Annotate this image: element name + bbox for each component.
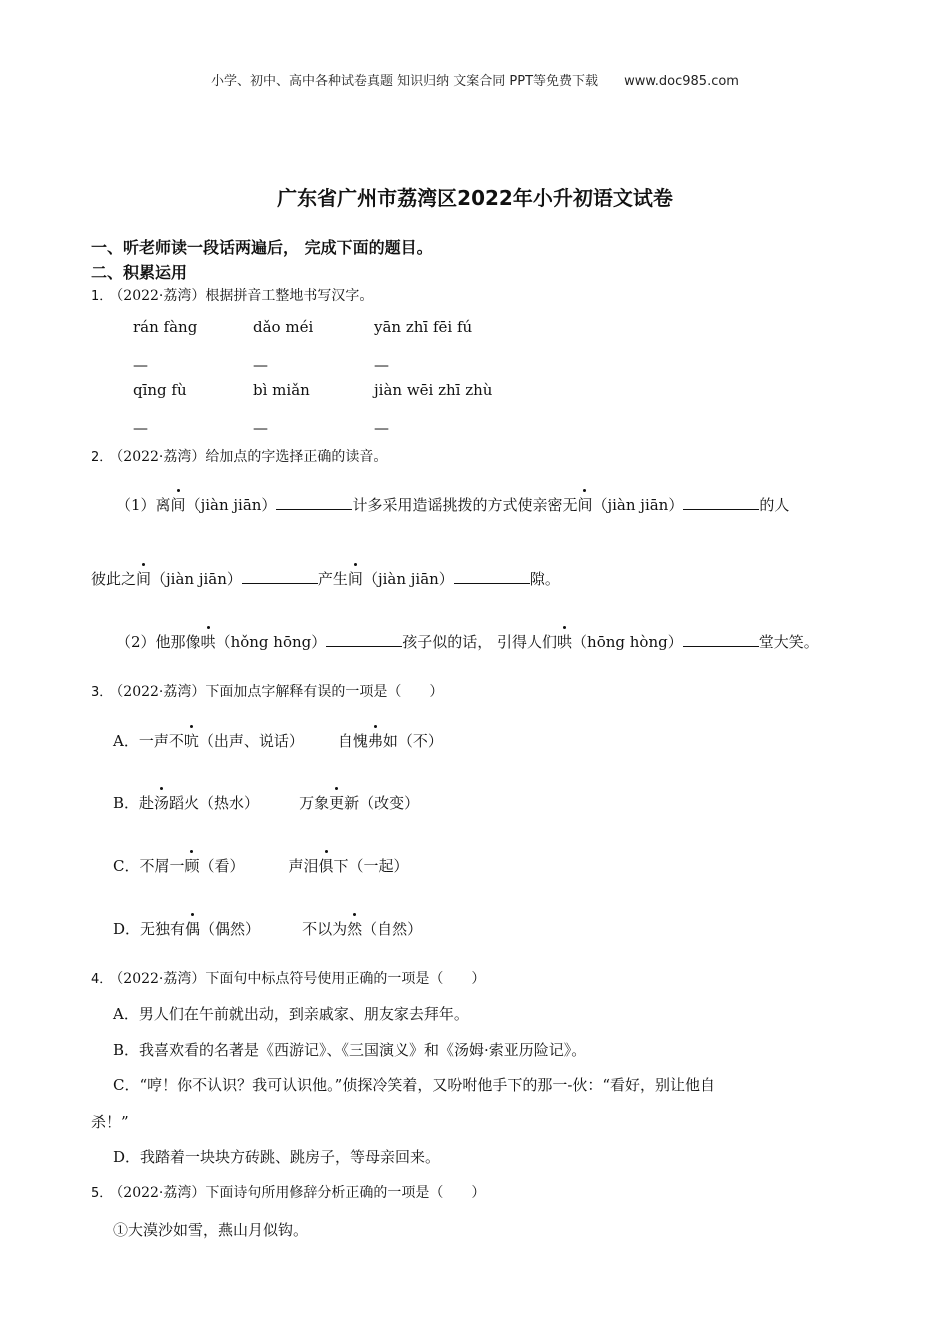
question-number: 5． — [91, 1186, 113, 1201]
question-4 — [91, 968, 485, 988]
answer-blank: — — [133, 419, 148, 437]
text-segment: 彼此之 — [91, 570, 137, 588]
text-segment: 自愧 — [337, 732, 368, 750]
dotted-char: 间 — [347, 570, 363, 588]
text-segment: 隙。 — [529, 570, 560, 588]
page-header — [0, 70, 950, 89]
text-segment: （看） — [199, 857, 245, 875]
answer-blank: — — [374, 356, 389, 374]
text-segment: 产生 — [317, 570, 348, 588]
pinyin-options: （hōng hòng） — [572, 633, 683, 651]
q4-option-a[interactable]: A．男人们在午前就出动，到亲戚家、朋友家去拜年。 — [113, 1005, 469, 1023]
text-segment: 不以为 — [302, 920, 348, 938]
text-segment: （自然） — [362, 920, 423, 938]
question-1 — [91, 285, 373, 305]
pinyin-options: （jiàn jiān） — [185, 496, 277, 514]
text-segment: 下（一起） — [333, 857, 409, 875]
q2-line-2 — [91, 568, 560, 589]
section-listening: 一、听老师读一段话两遍后， 完成下面的题目。 — [91, 238, 433, 257]
dotted-char: 顾 — [184, 857, 200, 875]
text-segment: 堂大笑。 — [758, 633, 819, 651]
dotted-char: 间 — [136, 570, 152, 588]
q3-option-a[interactable] — [113, 730, 443, 751]
text-segment: （2）他那像 — [116, 633, 201, 651]
text-segment: （出声、说话） — [198, 732, 304, 750]
text-segment: A．一声不 — [113, 732, 184, 750]
dotted-char: 间 — [170, 496, 186, 514]
q3-option-d[interactable] — [113, 918, 422, 939]
answer-blank[interactable] — [454, 569, 530, 584]
answer-blank[interactable] — [326, 632, 402, 647]
text-segment: 计多采用造谣挑拨的方式使亲密无 — [352, 496, 578, 514]
header-site: www.doc985.com — [624, 74, 739, 89]
dotted-char: 哄 — [200, 633, 216, 651]
q2-line-3 — [116, 631, 819, 652]
question-text: （2022·荔湾）给加点的字选择正确的读音。 — [116, 449, 388, 465]
text-segment: 蹈火（热水） — [169, 794, 260, 812]
pinyin-item: dǎo méi — [253, 318, 314, 336]
dotted-char: 汤 — [154, 794, 170, 812]
question-text: （2022·荔湾）下面加点字解释有误的一项是（ ） — [116, 684, 444, 700]
question-2 — [91, 446, 387, 466]
section-accumulation: 二、积累运用 — [91, 263, 188, 282]
text-segment: 的人 — [759, 496, 790, 514]
text-segment: 孩子似的话， 引得人们 — [402, 633, 558, 651]
q3-option-b[interactable] — [113, 792, 419, 813]
q4-option-d[interactable]: D．我踏着一块块方砖跳、跳房子，等母亲回来。 — [113, 1148, 441, 1166]
question-number: 4． — [91, 972, 113, 987]
question-3 — [91, 681, 443, 701]
pinyin-options: （jiàn jiān） — [151, 570, 242, 588]
q3-option-c[interactable] — [113, 855, 409, 876]
answer-blank: — — [133, 356, 148, 374]
question-text: （2022·荔湾）下面诗句所用修辞分析正确的一项是（ ） — [116, 1185, 486, 1201]
pinyin-item: bì miǎn — [253, 381, 310, 399]
pinyin-options: （hǒng hōng） — [215, 633, 327, 651]
question-5 — [91, 1182, 485, 1202]
q4-option-c[interactable]: C．“哼！你不认识？我可认识他。”侦探冷笑着，又吩咐他手下的那一-伙：“看好，别让他自 — [113, 1076, 716, 1094]
text-segment: 新（改变） — [344, 794, 420, 812]
q4-option-c-cont: 杀！” — [91, 1113, 129, 1131]
pinyin-item: jiàn wēi zhī zhù — [374, 381, 493, 399]
text-segment: D．无独有 — [113, 920, 186, 938]
question-number: 3． — [91, 685, 113, 700]
question-text: （2022·荔湾）下面句中标点符号使用正确的一项是（ ） — [116, 971, 486, 987]
dotted-char: 然 — [347, 920, 363, 938]
pinyin-item: qīng fù — [133, 381, 187, 399]
pinyin-options: （jiàn jiān） — [592, 496, 684, 514]
question-number: 2． — [91, 450, 113, 465]
text-segment: （偶然） — [200, 920, 261, 938]
dotted-char: 更 — [329, 794, 345, 812]
answer-blank: — — [374, 419, 389, 437]
text-segment: 如（不） — [382, 732, 443, 750]
dotted-char: 俱 — [318, 857, 334, 875]
text-segment: 万象 — [299, 794, 330, 812]
question-text: （2022·荔湾）根据拼音工整地书写汉字。 — [116, 288, 374, 304]
dotted-char: 间 — [577, 496, 593, 514]
answer-blank[interactable] — [276, 495, 352, 510]
text-segment: （1）离 — [116, 496, 171, 514]
dotted-char: 哄 — [557, 633, 573, 651]
dotted-char: 弗 — [367, 732, 383, 750]
answer-blank[interactable] — [683, 632, 759, 647]
q5-poem-line: ①大漠沙如雪，燕山月似钩。 — [113, 1221, 309, 1239]
answer-blank: — — [253, 419, 268, 437]
pinyin-item: rán fàng — [133, 318, 198, 336]
page-title: 广东省广州市荔湾区2022年小升初语文试卷 — [277, 186, 673, 210]
answer-blank: — — [253, 356, 268, 374]
question-number: 1． — [91, 289, 113, 304]
text-segment: B．赴 — [113, 794, 155, 812]
pinyin-options: （jiàn jiān） — [362, 570, 454, 588]
header-text: 小学、初中、高中各种试卷真题 知识归纳 文案合同 PPT等免费下载 — [211, 74, 599, 89]
text-segment: 声泪 — [288, 857, 319, 875]
answer-blank[interactable] — [242, 569, 318, 584]
q4-option-b[interactable]: B．我喜欢看的名著是《西游记》、《三国演义》和《汤姆·索亚历险记》。 — [113, 1041, 587, 1059]
dotted-char: 吭 — [183, 732, 199, 750]
dotted-char: 偶 — [185, 920, 201, 938]
pinyin-item: yān zhī fēi fú — [374, 318, 473, 336]
answer-blank[interactable] — [683, 495, 759, 510]
text-segment: C．不屑一 — [113, 857, 185, 875]
q2-line-1 — [116, 494, 789, 515]
